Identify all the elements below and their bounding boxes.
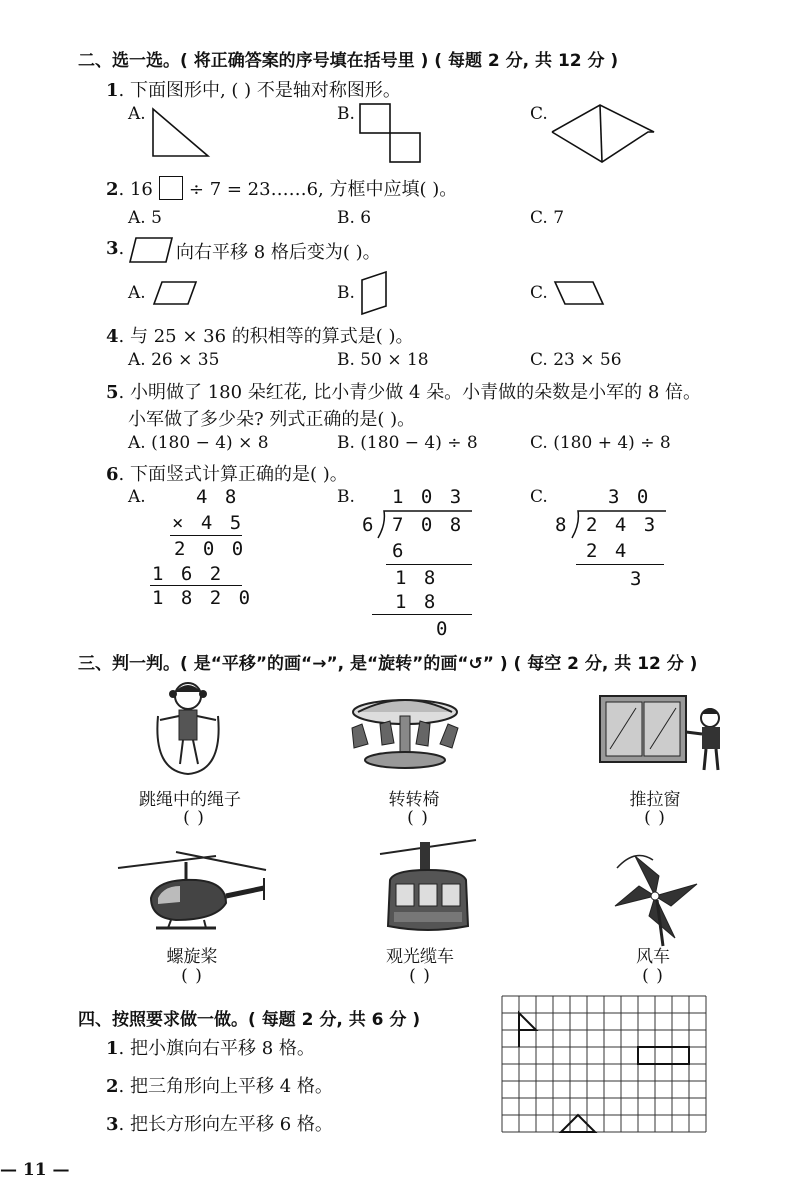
q4-option-a: A. 26 × 35 [128,350,220,370]
calc-b-step-3: 1 8 [395,591,439,613]
q6-option-b-label: B. [337,487,355,507]
q4-option-b: B. 50 × 18 [337,350,429,370]
rectangle-shape [638,1047,689,1064]
sliding-window-picture [598,694,728,774]
calc-c-step-1: 2 4 [586,540,630,562]
calc-b-step-2: 1 8 [395,567,439,589]
q2-option-c: C. 7 [530,208,565,228]
q6-stem: 6. 下面竖式计算正确的是( )。 [106,464,348,485]
parallelogram-option-b [360,270,390,316]
answer-blank-sliding-window[interactable]: ( ) [644,808,666,828]
two-squares-shape [358,102,424,164]
parallelogram-shape [128,236,174,264]
s4-q3: 3. 把长方形向左平移 6 格。 [106,1114,333,1135]
q2-stem: 2. 16 ÷ 7 = 23……6, 方框中应填( )。 [106,175,457,201]
calc-b-remainder: 0 [436,618,451,640]
grid-diagram [502,996,708,1142]
calc-a-product: 1 8 2 0 [152,587,254,609]
answer-blank-pinwheel[interactable]: ( ) [642,966,664,986]
section4-heading: 四、按照要求做一做。( 每题 2 分, 共 6 分 ) [78,1010,421,1030]
item-caption-jump-rope: 跳绳中的绳子 [139,790,241,810]
calc-a-partial-2: 1 6 2 [152,563,225,585]
calc-c-dividend: 2 4 3 [586,514,659,536]
s4-q1: 1. 把小旗向右平移 8 格。 [106,1038,315,1059]
calc-b-quotient: 1 0 3 [392,486,465,508]
item-caption-cable-car: 观光缆车 [386,947,454,967]
calc-c-remainder: 3 [630,568,645,590]
item-caption-rotating-chair: 转转椅 [388,790,440,810]
q5-option-b: B. (180 − 4) ÷ 8 [337,433,478,453]
calc-c-quotient: 3 0 [608,486,652,508]
q3-option-c-label: C. [530,283,548,303]
item-caption-sliding-window: 推拉窗 [629,790,681,810]
q3-option-b-label: B. [337,283,355,303]
q3-option-a-label: A. [128,283,146,303]
right-triangle-shape [150,106,212,158]
calc-b-divisor: 6 [362,514,377,536]
q1-stem: 1. 下面图形中, ( ) 不是轴对称图形。 [106,80,401,101]
calc-b-rule-1 [386,564,472,565]
rotating-chairs-picture [340,684,470,772]
parallelogram-option-c [553,280,605,306]
answer-blank-jump-rope[interactable]: ( ) [183,808,205,828]
answer-blank-propeller[interactable]: ( ) [181,966,203,986]
q5-stem-line1: 5. 小明做了 180 朵红花, 比小青少做 4 朵。小青做的朵数是小军的 8 倍。 [106,382,702,403]
q1-option-b-label: B. [337,104,355,124]
calc-a-multiplicand: 4 8 [196,486,240,508]
q4-option-c: C. 23 × 56 [530,350,622,370]
q6-option-a-label: A. [128,487,146,507]
answer-blank-rotating-chair[interactable]: ( ) [407,808,429,828]
pinwheel-picture [605,848,705,948]
calc-a-rule-1 [170,535,242,536]
calc-c-rule [576,564,664,565]
q5-option-a: A. (180 − 4) × 8 [128,433,269,453]
q4-stem: 4. 与 25 × 36 的积相等的算式是( )。 [106,326,414,347]
q1-option-a-label: A. [128,104,146,124]
calc-b-step-1: 6 [392,540,407,562]
q3-stem: 向右平移 8 格后变为( )。 [176,242,381,263]
calc-a-partial-1: 2 0 0 [174,538,247,560]
calc-a-multiplier: × 4 5 [172,512,245,534]
q2-option-b: B. 6 [337,208,372,228]
calc-b-dividend: 7 0 8 [392,514,465,536]
helicopter-picture [116,848,276,934]
item-caption-pinwheel: 风车 [636,947,670,967]
triangle-shape [561,1115,595,1132]
section2-heading: 二、选一选。( 将正确答案的序号填在括号里 ) ( 每题 2 分, 共 12 分 ) [78,51,619,71]
s4-q2: 2. 把三角形向上平移 4 格。 [106,1076,333,1097]
cable-car-picture [378,830,478,942]
calc-c-divisor: 8 [555,514,570,536]
item-caption-propeller: 螺旋桨 [166,947,218,967]
q3-num: 3. [106,238,125,259]
bowtie-shape [550,102,656,164]
page-number: — 11 — [0,1160,70,1180]
q2-option-a: A. 5 [128,208,162,228]
section3-heading: 三、判一判。( 是“平移”的画“→”, 是“旋转”的画“↺” ) ( 每空 2 分, 共 12 分 ) [78,654,698,674]
calc-b-rule-2 [372,614,472,615]
q6-option-c-label: C. [530,487,548,507]
q5-stem-line2: 小军做了多少朵? 列式正确的是( )。 [128,409,416,430]
parallelogram-option-a [152,280,198,306]
calc-a-rule-2 [150,585,242,586]
answer-blank-cable-car[interactable]: ( ) [409,966,431,986]
q1-option-c-label: C. [530,104,548,124]
q5-option-c: C. (180 + 4) ÷ 8 [530,433,671,453]
flag-shape [519,1013,536,1047]
jump-rope-girl-picture [148,676,228,776]
blank-box [159,176,183,200]
